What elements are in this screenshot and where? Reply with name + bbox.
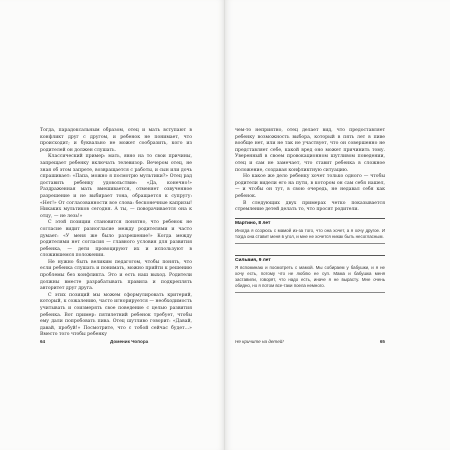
quote-box-rule	[235, 243, 385, 244]
running-head-title: Не кричите на детей!	[235, 339, 284, 344]
left-paragraph: Не нужно быть великим педагогом, чтобы понять, что если ребенка слушать и понимать, можно прийти к решению проблемы без конфликта. Это и есть наш выход. Родители должны вместе разрабатывать правила и подкреплять авторитет друг друга.	[40, 259, 192, 292]
quote-box-rule	[235, 292, 385, 293]
running-head-author: Доменик Чопора	[110, 339, 149, 344]
right-paragraph: Но какое же дело ребенку хочет только одного — чтобы родители видели его на пути, в котором он сам себя нашел, — и чтобы он тут, в свою очередь, не недавал себя как ребенок.	[235, 174, 385, 199]
right-page	[225, 0, 450, 450]
page-number: 64	[40, 339, 46, 344]
right-text-block	[235, 128, 385, 214]
quote-box-martino	[235, 218, 385, 244]
quote-box-body: Я вспоминаю и посмотреть с мамой. Мы собираем у бабушки, и я не хочу есть, потому что не люблю ее суп. Мама и бабушка меня заставили, говорят, что надо есть, иначе я не вырасту. Мне очень обидно, но я потом все-таки поела немного.	[235, 265, 385, 288]
left-paragraph: Классический пример: мать, явно на то свои причины, запрещает ребенку включать телевизор. Вечером отец, не зная об этом запрете, возвращается с работы, и сын или дочь спрашивает: «Папа, можно я посмотрю мультики?» Отец рад доставить ребенку удовольствие: «Да, конечно!» Раздраженная мать вмешивается, отменяет озвученное разрешение и не выбирает тона, обращается к супругу: «Нет!» От согласованности все слова: бесконечные капризы! Никаких мультиков сегодня. А ты, — поворачивается она к отцу, — не лезь!»	[40, 154, 192, 219]
page-number: 65	[379, 339, 385, 344]
left-paragraph: С этой позиции становится понятно, что ребенок не согласие видит разногласие между родителями и часто думает: «У меня же было разрешение!» Когда между родителями нет согласия — главного условия для развития ребенка, — дети провоцируют их и используют в сложившемся положении.	[40, 220, 192, 259]
right-paragraph: чем-то неприятно, отец делает вид, что предоставляет ребенку возможность выбора, который в пять лет в пиве вообще нет, или не так не участвует, что он совершенно не представляет себе, какой вред оно может причинить тому. Уверенный в своем провокационном шутливом поведении, отец и сам не замечает, что ставит ребенка в сложное положение, создавая конфликтную ситуацию.	[235, 128, 385, 173]
left-paragraph: Тогда, парадоксальным образом, отец и мать вступают в конфликт друг с другом, и ребенок не понимает, что происходит; и буквально не может сообразить, кого из родителей он должен слушать.	[40, 128, 192, 153]
quote-box-title: Сильвия, 9 лет	[235, 255, 385, 263]
quote-box-body: Иногда я ссорюсь с мамой из-за того, что она хочет, а я хочу другое. И тогда она ставит меня в угол, и мне не хочется никак быть несогласным.	[235, 228, 385, 239]
quote-box-silvia	[235, 255, 385, 293]
quote-box-title: Мартино, 8 лет	[235, 218, 385, 226]
right-paragraph: В следующих двух примерах четко показывается стремление детей делать то, что просят родители.	[235, 200, 385, 213]
left-paragraph: С этих позиций мы можем сформулировать критерий, который, к сожалению, часто игнорируется — необходимость учитывать и соизмерять свое поведение с целью развития ребенка. Вот пример: пятилетний ребенок требует, чтобы ему дали попробовать пива. Отец шутливо говорит: «Давай, давай, пробуй!» Посмотрите, что с тобой сейчас будет…» Вместо того чтобы ребенку	[40, 292, 192, 338]
left-text-block	[40, 128, 192, 339]
